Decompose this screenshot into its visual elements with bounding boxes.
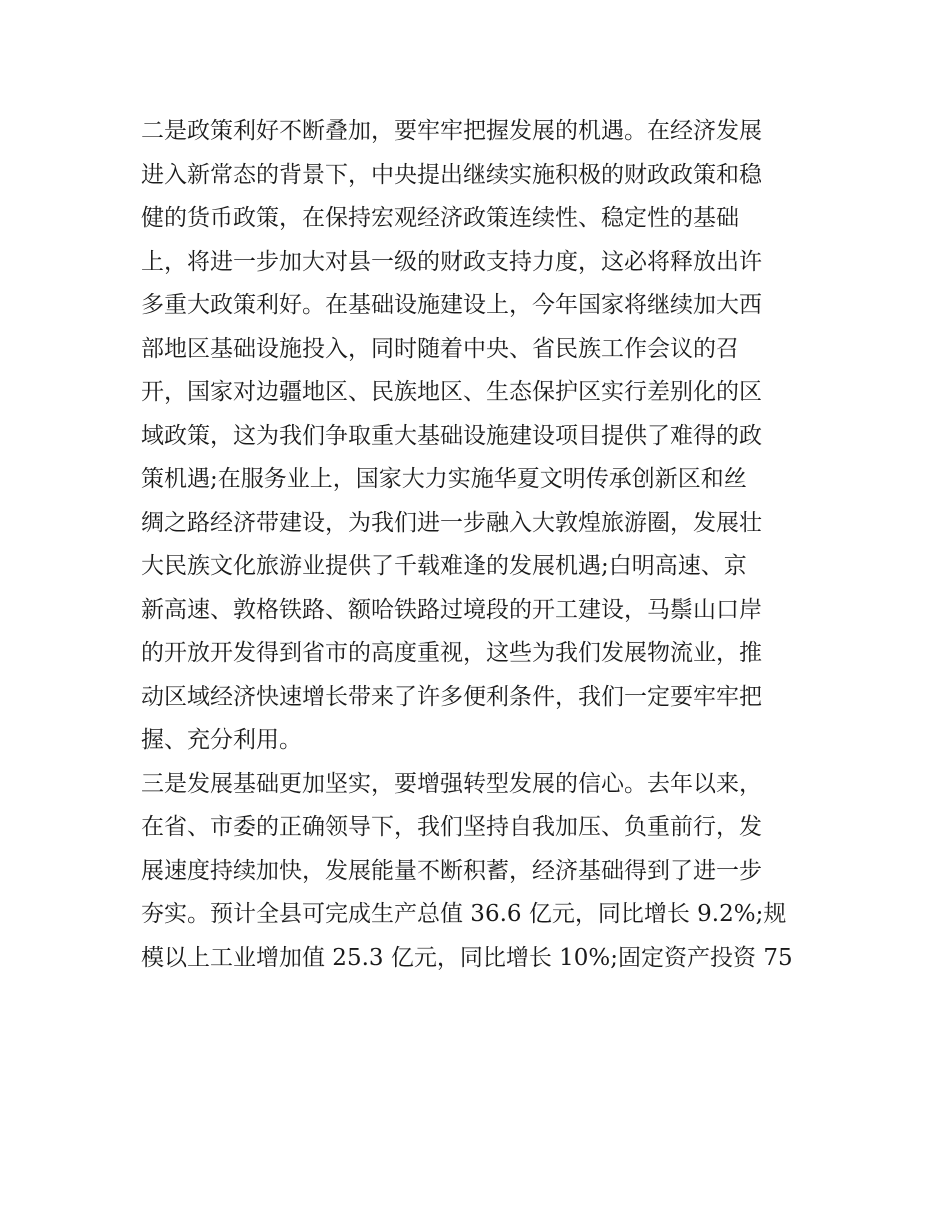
text-line: 握、充分利用。 bbox=[141, 727, 302, 753]
text-line: 夯实。预计全县可完成生产总值 36.6 亿元，同比增长 9.2%;规 bbox=[141, 901, 787, 927]
text-line: 进入新常态的背景下，中央提出继续实施积极的财政政策和稳 bbox=[141, 161, 762, 188]
text-line: 新高速、敦格铁路、额哈铁路过境段的开工建设，马鬃山口岸 bbox=[141, 596, 762, 623]
body-text bbox=[141, 110, 821, 980]
text-line: 开，国家对边疆地区、民族地区、生态保护区实行差别化的区 bbox=[141, 379, 762, 405]
text-line: 大民族文化旅游业提供了千载难逢的发展机遇;白明高速、京 bbox=[141, 553, 747, 579]
text-line: 部地区基础设施投入，同时随着中央、省民族工作会议的召 bbox=[141, 335, 739, 362]
text-line: 模以上工业增加值 25.3 亿元，同比增长 10%;固定资产投资 75 bbox=[141, 944, 793, 971]
text-line: 三是发展基础更加坚实，要增强转型发展的信心。去年以来， bbox=[141, 770, 762, 797]
text-line: 在省、市委的正确领导下，我们坚持自我加压、负重前行，发 bbox=[141, 814, 762, 840]
text-line: 的开放开发得到省市的高度重视，这些为我们发展物流业，推 bbox=[141, 640, 762, 666]
text-line: 策机遇;在服务业上，国家大力实施华夏文明传承创新区和丝 bbox=[141, 466, 747, 492]
text-line: 绸之路经济带建设，为我们进一步融入大敦煌旅游圈，发展壮 bbox=[141, 509, 762, 536]
text-line: 多重大政策利好。在基础设施建设上，今年国家将继续加大西 bbox=[141, 292, 762, 318]
text-line: 域政策，这为我们争取重大基础设施建设项目提供了难得的政 bbox=[141, 422, 762, 449]
text-line: 二是政策利好不断叠加，要牢牢把握发展的机遇。在经济发展 bbox=[141, 118, 762, 144]
text-line: 动区域经济快速增长带来了许多便利条件，我们一定要牢牢把 bbox=[141, 683, 762, 710]
text-line: 健的货币政策，在保持宏观经济政策连续性、稳定性的基础 bbox=[141, 205, 739, 231]
text-line: 展速度持续加快，发展能量不断积蓄，经济基础得到了进一步 bbox=[141, 857, 762, 884]
text-line: 上，将进一步加大对县一级的财政支持力度，这必将释放出许 bbox=[141, 248, 762, 275]
